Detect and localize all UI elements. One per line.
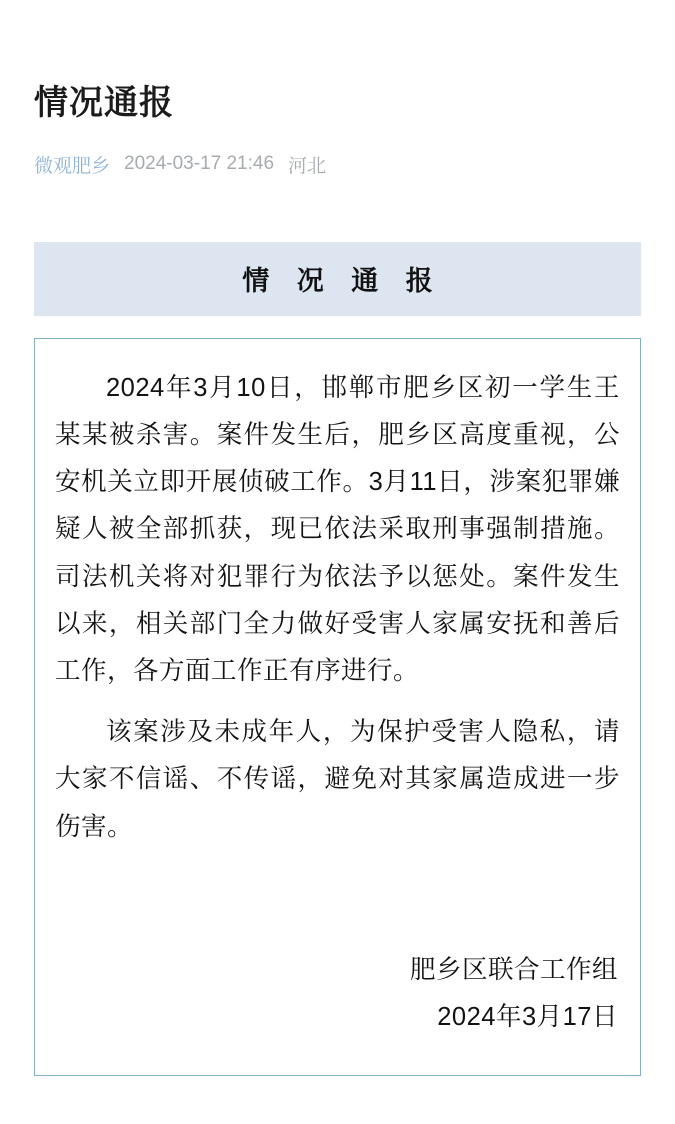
- meta-location: 河北: [288, 155, 327, 177]
- article-meta: [34, 151, 641, 178]
- page-title: 情况通报: [34, 83, 174, 122]
- meta-source[interactable]: 微观肥乡: [34, 155, 111, 177]
- article-page: [0, 23, 675, 1124]
- notice-header-band: [34, 242, 641, 316]
- notice-header-title: 情 况 通 报: [242, 266, 443, 297]
- notice-paragraph-1: 2024年3月10日，邯郸市肥乡区初一学生王某某被杀害。案件发生后，肥乡区高度重视，公安机关立即开展侦破工作。3月11日，涉案犯罪嫌疑人被全部抓获，现已依法采取刑事强制措施。司法机关将对犯罪行为依法予以惩处。案件发生以来，相关部门全力做好受害人家属安抚和善后工作，各方面工作正有序进行。: [55, 373, 620, 685]
- notice-paragraph-2: 该案涉及未成年人，为保护受害人隐私，请大家不信谣、不传谣，避免对其家属造成进一步伤害。: [55, 718, 620, 841]
- notice-signature-block: [55, 947, 620, 1041]
- notice-signature: 肥乡区联合工作组: [409, 955, 618, 984]
- notice-body: [34, 338, 641, 1076]
- notice-sign-date: 2024年3月17日: [437, 1002, 618, 1031]
- meta-datetime: 2024-03-17 21:46: [124, 153, 275, 175]
